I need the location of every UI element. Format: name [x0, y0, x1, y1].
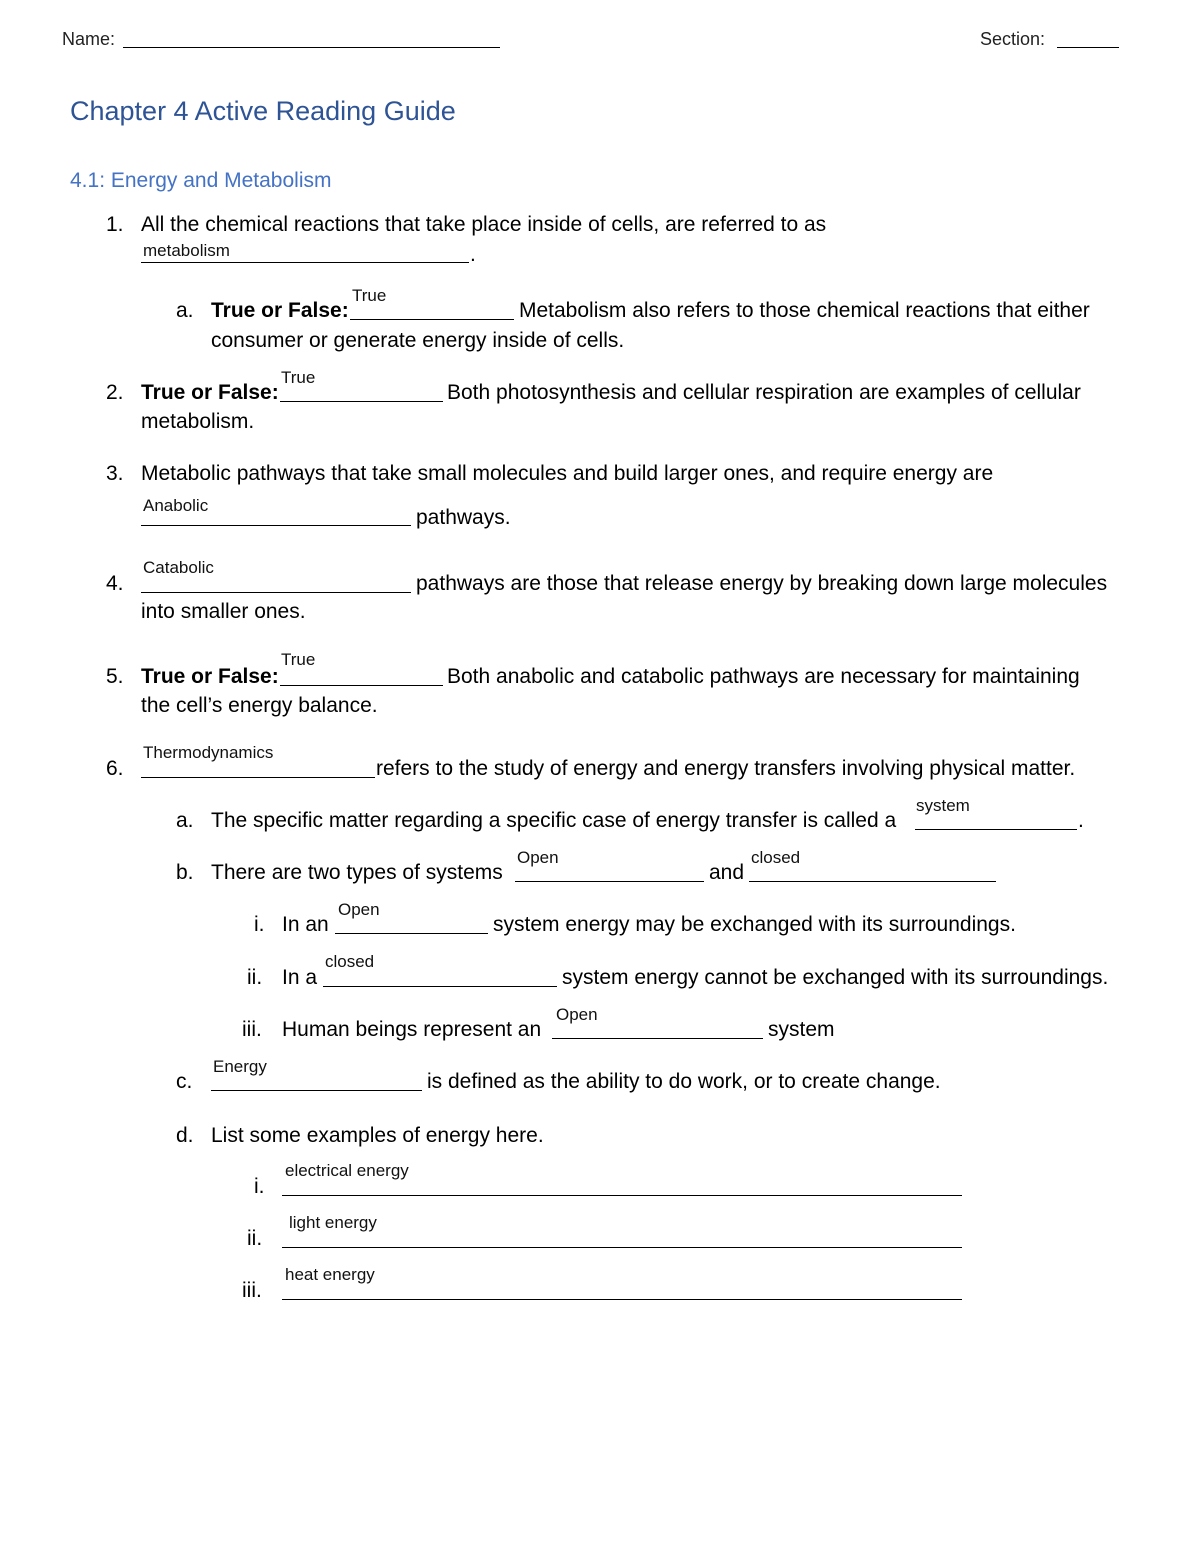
q6c-text: is defined as the ability to do work, or to create change.: [427, 1070, 941, 1093]
q6b-text: There are two types of systems: [211, 861, 503, 884]
q6bii-pre: In a: [282, 966, 318, 989]
q5-text-line1: Both anabolic and catabolic pathways are necessary for maintaining: [447, 665, 1080, 688]
q5-answer[interactable]: True: [281, 650, 316, 669]
q6bii-blank[interactable]: [323, 986, 557, 987]
q6b-letter: b.: [176, 861, 194, 884]
page-title: Chapter 4 Active Reading Guide: [70, 96, 456, 126]
q4-text-line2: into smaller ones.: [141, 600, 306, 623]
q1a-answer[interactable]: True: [352, 286, 387, 305]
q1-answer[interactable]: metabolism: [143, 241, 230, 260]
q3-number: 3.: [106, 462, 124, 485]
q6biii-numeral: iii.: [242, 1018, 262, 1041]
q6d-item-answer[interactable]: heat energy: [285, 1265, 375, 1284]
q6biii-answer[interactable]: Open: [556, 1005, 598, 1024]
q4-answer[interactable]: Catabolic: [143, 558, 214, 577]
q3-answer[interactable]: Anabolic: [143, 496, 209, 515]
q1a-blank[interactable]: [350, 319, 514, 320]
q4-text-line1: pathways are those that release energy by breaking down large molecules: [416, 572, 1108, 595]
section-heading: 4.1: Energy and Metabolism: [70, 169, 332, 192]
q6d-item-numeral: iii.: [242, 1279, 262, 1302]
q5-blank[interactable]: [280, 685, 443, 686]
q2-text-line2: metabolism.: [141, 410, 255, 433]
q6bii-numeral: ii.: [247, 966, 263, 989]
q6bi-pre: In an: [282, 913, 329, 936]
q6d-item-blank[interactable]: [282, 1299, 962, 1300]
q6biii-text: system: [768, 1018, 835, 1041]
name-field[interactable]: [123, 47, 500, 48]
q1a-tf-label: True or False:: [211, 299, 349, 322]
q6biii-blank[interactable]: [552, 1038, 763, 1039]
q6bi-answer[interactable]: Open: [338, 900, 380, 919]
q6d-item-blank[interactable]: [282, 1247, 962, 1248]
q6d-item-numeral: i.: [254, 1175, 265, 1198]
q6b-answer2[interactable]: closed: [751, 848, 801, 867]
section-field[interactable]: [1057, 47, 1119, 48]
q6b-blank1[interactable]: [515, 881, 704, 882]
q6a-letter: a.: [176, 809, 194, 832]
q6a-answer[interactable]: system: [916, 796, 970, 815]
q6d-text: List some examples of energy here.: [211, 1124, 544, 1147]
q2-number: 2.: [106, 381, 124, 404]
q6a-period: .: [1078, 809, 1084, 832]
q6a-text: The specific matter regarding a specific case of energy transfer is called a: [211, 809, 897, 832]
q3-blank[interactable]: [141, 525, 411, 526]
q1-number: 1.: [106, 213, 124, 236]
q6-blank[interactable]: [141, 777, 375, 778]
q1a-letter: a.: [176, 299, 194, 322]
q5-number: 5.: [106, 665, 124, 688]
q2-tf-label: True or False:: [141, 381, 279, 404]
q1a-text-line2: consumer or generate energy inside of cells.: [211, 329, 625, 352]
q6d-item-answer[interactable]: light energy: [289, 1213, 377, 1232]
q6d-item-answer[interactable]: electrical energy: [285, 1161, 409, 1180]
q1-text: All the chemical reactions that take place inside of cells, are referred to as: [141, 213, 827, 236]
q2-answer[interactable]: True: [281, 368, 316, 387]
q6b-and: and: [709, 861, 745, 884]
q6-answer[interactable]: Thermodynamics: [143, 743, 274, 762]
q6bi-numeral: i.: [254, 913, 265, 936]
q6bi-text: system energy may be exchanged with its surroundings.: [493, 913, 1016, 936]
q6c-letter: c.: [176, 1070, 193, 1093]
q6c-answer[interactable]: Energy: [213, 1057, 267, 1076]
q6a-blank[interactable]: [915, 829, 1077, 830]
q5-text-line2: the cell’s energy balance.: [141, 694, 378, 717]
q4-blank[interactable]: [141, 592, 411, 593]
q1-blank[interactable]: [141, 262, 469, 263]
q1-period: .: [470, 243, 476, 266]
q3-after-text: pathways.: [416, 506, 511, 529]
q6d-letter: d.: [176, 1124, 194, 1147]
q6bii-answer[interactable]: closed: [325, 952, 375, 971]
q6bi-blank[interactable]: [335, 933, 488, 934]
q6biii-pre: Human beings represent an: [282, 1018, 542, 1041]
q6d-item-numeral: ii.: [247, 1227, 263, 1250]
q6-number: 6.: [106, 757, 124, 780]
q6bii-text: system energy cannot be exchanged with its surroundings.: [562, 966, 1109, 989]
q1a-text-line1: Metabolism also refers to those chemical reactions that either: [519, 299, 1090, 322]
q4-number: 4.: [106, 572, 124, 595]
q6c-blank[interactable]: [211, 1090, 422, 1091]
q2-text-line1: Both photosynthesis and cellular respiration are examples of cellular: [447, 381, 1081, 404]
q5-tf-label: True or False:: [141, 665, 279, 688]
q6b-answer1[interactable]: Open: [517, 848, 559, 867]
q3-text: Metabolic pathways that take small molecules and build larger ones, and require energy are: [141, 462, 994, 485]
q6b-blank2[interactable]: [749, 881, 996, 882]
q6-text: refers to the study of energy and energy transfers involving physical matter.: [376, 757, 1076, 780]
section-label: Section:: [980, 29, 1046, 49]
q6d-item-blank[interactable]: [282, 1195, 962, 1196]
q2-blank[interactable]: [280, 401, 443, 402]
name-label: Name:: [62, 29, 116, 49]
